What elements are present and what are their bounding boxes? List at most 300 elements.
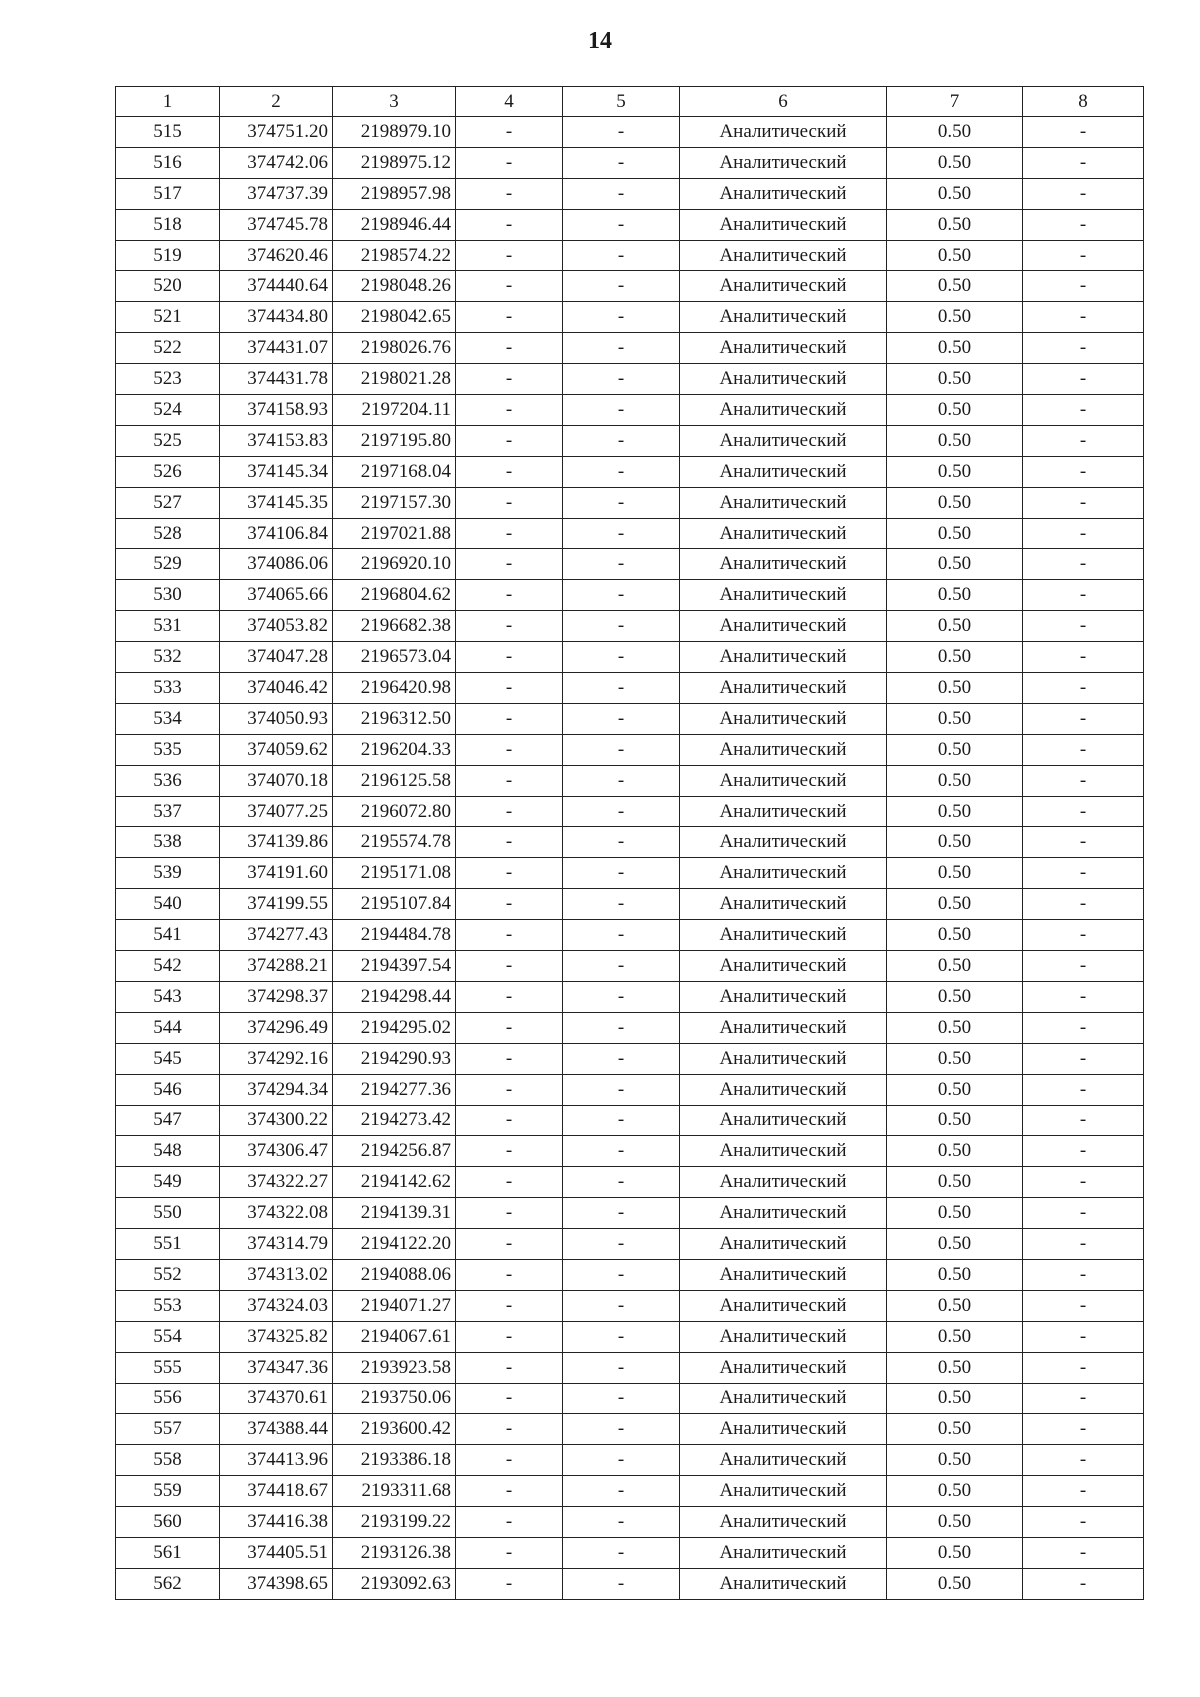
table-row: [116, 1321, 1144, 1352]
accuracy-cell: 0.50: [887, 1321, 1023, 1352]
column-8-value-cell: -: [1023, 487, 1144, 518]
x-coordinate-cell: 374296.49: [220, 1012, 333, 1043]
table-row: [116, 1167, 1144, 1198]
table-row: [116, 271, 1144, 302]
y-coordinate-cell: 2193923.58: [333, 1352, 456, 1383]
x-coordinate-cell: 374106.84: [220, 518, 333, 549]
accuracy-cell: 0.50: [887, 1383, 1023, 1414]
column-header: 7: [887, 87, 1023, 117]
column-5-value-cell: -: [563, 1290, 680, 1321]
column-4-value-cell: -: [456, 951, 563, 982]
y-coordinate-cell: 2196682.38: [333, 611, 456, 642]
x-coordinate-cell: 374294.34: [220, 1074, 333, 1105]
column-8-value-cell: -: [1023, 302, 1144, 333]
column-5-value-cell: -: [563, 580, 680, 611]
column-5-value-cell: -: [563, 1043, 680, 1074]
accuracy-cell: 0.50: [887, 1507, 1023, 1538]
accuracy-cell: 0.50: [887, 1568, 1023, 1599]
method-cell: Аналитический: [680, 1445, 887, 1476]
method-cell: Аналитический: [680, 981, 887, 1012]
point-number-cell: 533: [116, 673, 220, 704]
table-row: [116, 920, 1144, 951]
table-row: [116, 425, 1144, 456]
y-coordinate-cell: 2198946.44: [333, 209, 456, 240]
column-8-value-cell: -: [1023, 1321, 1144, 1352]
point-number-cell: 525: [116, 425, 220, 456]
column-4-value-cell: -: [456, 117, 563, 148]
column-header: 6: [680, 87, 887, 117]
point-number-cell: 536: [116, 765, 220, 796]
column-5-value-cell: -: [563, 1321, 680, 1352]
y-coordinate-cell: 2198957.98: [333, 178, 456, 209]
column-8-value-cell: -: [1023, 1290, 1144, 1321]
y-coordinate-cell: 2198048.26: [333, 271, 456, 302]
column-5-value-cell: -: [563, 951, 680, 982]
y-coordinate-cell: 2193092.63: [333, 1568, 456, 1599]
column-4-value-cell: -: [456, 611, 563, 642]
column-5-value-cell: -: [563, 178, 680, 209]
x-coordinate-cell: 374298.37: [220, 981, 333, 1012]
table-row: [116, 333, 1144, 364]
x-coordinate-cell: 374065.66: [220, 580, 333, 611]
column-4-value-cell: -: [456, 1414, 563, 1445]
column-4-value-cell: -: [456, 889, 563, 920]
column-8-value-cell: -: [1023, 395, 1144, 426]
column-4-value-cell: -: [456, 178, 563, 209]
y-coordinate-cell: 2194273.42: [333, 1105, 456, 1136]
column-5-value-cell: -: [563, 1352, 680, 1383]
column-5-value-cell: -: [563, 920, 680, 951]
y-coordinate-cell: 2193386.18: [333, 1445, 456, 1476]
y-coordinate-cell: 2197157.30: [333, 487, 456, 518]
x-coordinate-cell: 374431.78: [220, 364, 333, 395]
column-8-value-cell: -: [1023, 549, 1144, 580]
method-cell: Аналитический: [680, 302, 887, 333]
x-coordinate-cell: 374047.28: [220, 642, 333, 673]
point-number-cell: 523: [116, 364, 220, 395]
column-4-value-cell: -: [456, 920, 563, 951]
column-4-value-cell: -: [456, 1445, 563, 1476]
column-8-value-cell: -: [1023, 765, 1144, 796]
method-cell: Аналитический: [680, 611, 887, 642]
point-number-cell: 552: [116, 1259, 220, 1290]
column-5-value-cell: -: [563, 1229, 680, 1260]
point-number-cell: 543: [116, 981, 220, 1012]
method-cell: Аналитический: [680, 1136, 887, 1167]
x-coordinate-cell: 374059.62: [220, 734, 333, 765]
column-8-value-cell: -: [1023, 1259, 1144, 1290]
accuracy-cell: 0.50: [887, 1229, 1023, 1260]
accuracy-cell: 0.50: [887, 518, 1023, 549]
accuracy-cell: 0.50: [887, 425, 1023, 456]
table-row: [116, 1198, 1144, 1229]
accuracy-cell: 0.50: [887, 734, 1023, 765]
point-number-cell: 553: [116, 1290, 220, 1321]
column-4-value-cell: -: [456, 827, 563, 858]
x-coordinate-cell: 374086.06: [220, 549, 333, 580]
column-4-value-cell: -: [456, 765, 563, 796]
accuracy-cell: 0.50: [887, 858, 1023, 889]
column-5-value-cell: -: [563, 425, 680, 456]
point-number-cell: 557: [116, 1414, 220, 1445]
accuracy-cell: 0.50: [887, 1012, 1023, 1043]
x-coordinate-cell: 374398.65: [220, 1568, 333, 1599]
y-coordinate-cell: 2194484.78: [333, 920, 456, 951]
column-8-value-cell: -: [1023, 673, 1144, 704]
x-coordinate-cell: 374418.67: [220, 1476, 333, 1507]
column-8-value-cell: -: [1023, 1043, 1144, 1074]
method-cell: Аналитический: [680, 549, 887, 580]
accuracy-cell: 0.50: [887, 796, 1023, 827]
column-5-value-cell: -: [563, 271, 680, 302]
column-8-value-cell: -: [1023, 178, 1144, 209]
x-coordinate-cell: 374388.44: [220, 1414, 333, 1445]
method-cell: Аналитический: [680, 703, 887, 734]
method-cell: Аналитический: [680, 456, 887, 487]
accuracy-cell: 0.50: [887, 364, 1023, 395]
table-row: [116, 796, 1144, 827]
method-cell: Аналитический: [680, 240, 887, 271]
method-cell: Аналитический: [680, 1074, 887, 1105]
y-coordinate-cell: 2194071.27: [333, 1290, 456, 1321]
accuracy-cell: 0.50: [887, 487, 1023, 518]
column-5-value-cell: -: [563, 147, 680, 178]
table-row: [116, 951, 1144, 982]
column-5-value-cell: -: [563, 734, 680, 765]
page-number: 14: [588, 28, 612, 54]
y-coordinate-cell: 2195107.84: [333, 889, 456, 920]
x-coordinate-cell: 374431.07: [220, 333, 333, 364]
y-coordinate-cell: 2197021.88: [333, 518, 456, 549]
column-header: 8: [1023, 87, 1144, 117]
point-number-cell: 528: [116, 518, 220, 549]
column-4-value-cell: -: [456, 518, 563, 549]
column-4-value-cell: -: [456, 734, 563, 765]
header-row: [116, 87, 1144, 117]
point-number-cell: 555: [116, 1352, 220, 1383]
y-coordinate-cell: 2194298.44: [333, 981, 456, 1012]
column-4-value-cell: -: [456, 549, 563, 580]
method-cell: Аналитический: [680, 1414, 887, 1445]
column-8-value-cell: -: [1023, 1105, 1144, 1136]
accuracy-cell: 0.50: [887, 1105, 1023, 1136]
table-row: [116, 981, 1144, 1012]
column-5-value-cell: -: [563, 1568, 680, 1599]
accuracy-cell: 0.50: [887, 951, 1023, 982]
column-8-value-cell: -: [1023, 1476, 1144, 1507]
column-4-value-cell: -: [456, 1568, 563, 1599]
x-coordinate-cell: 374313.02: [220, 1259, 333, 1290]
accuracy-cell: 0.50: [887, 673, 1023, 704]
accuracy-cell: 0.50: [887, 1043, 1023, 1074]
accuracy-cell: 0.50: [887, 1352, 1023, 1383]
method-cell: Аналитический: [680, 642, 887, 673]
method-cell: Аналитический: [680, 796, 887, 827]
table-row: [116, 1012, 1144, 1043]
column-8-value-cell: -: [1023, 703, 1144, 734]
column-5-value-cell: -: [563, 827, 680, 858]
point-number-cell: 515: [116, 117, 220, 148]
table-row: [116, 1043, 1144, 1074]
column-4-value-cell: -: [456, 1321, 563, 1352]
column-4-value-cell: -: [456, 642, 563, 673]
table-row: [116, 765, 1144, 796]
column-header: 3: [333, 87, 456, 117]
column-8-value-cell: -: [1023, 1352, 1144, 1383]
column-4-value-cell: -: [456, 395, 563, 426]
table-row: [116, 302, 1144, 333]
method-cell: Аналитический: [680, 518, 887, 549]
y-coordinate-cell: 2194067.61: [333, 1321, 456, 1352]
method-cell: Аналитический: [680, 1321, 887, 1352]
method-cell: Аналитический: [680, 1476, 887, 1507]
column-4-value-cell: -: [456, 456, 563, 487]
column-8-value-cell: -: [1023, 1074, 1144, 1105]
column-5-value-cell: -: [563, 1537, 680, 1568]
y-coordinate-cell: 2198574.22: [333, 240, 456, 271]
table-row: [116, 703, 1144, 734]
table-row: [116, 117, 1144, 148]
column-4-value-cell: -: [456, 858, 563, 889]
column-8-value-cell: -: [1023, 611, 1144, 642]
point-number-cell: 517: [116, 178, 220, 209]
table-row: [116, 364, 1144, 395]
column-4-value-cell: -: [456, 1012, 563, 1043]
method-cell: Аналитический: [680, 487, 887, 518]
coordinates-table: [115, 86, 1144, 1600]
point-number-cell: 549: [116, 1167, 220, 1198]
x-coordinate-cell: 374070.18: [220, 765, 333, 796]
y-coordinate-cell: 2195574.78: [333, 827, 456, 858]
y-coordinate-cell: 2196125.58: [333, 765, 456, 796]
x-coordinate-cell: 374434.80: [220, 302, 333, 333]
column-5-value-cell: -: [563, 981, 680, 1012]
column-8-value-cell: -: [1023, 1229, 1144, 1260]
y-coordinate-cell: 2198042.65: [333, 302, 456, 333]
column-5-value-cell: -: [563, 1383, 680, 1414]
column-8-value-cell: -: [1023, 642, 1144, 673]
column-5-value-cell: -: [563, 518, 680, 549]
column-5-value-cell: -: [563, 364, 680, 395]
point-number-cell: 540: [116, 889, 220, 920]
x-coordinate-cell: 374324.03: [220, 1290, 333, 1321]
column-4-value-cell: -: [456, 425, 563, 456]
column-8-value-cell: -: [1023, 796, 1144, 827]
table-row: [116, 734, 1144, 765]
table-row: [116, 549, 1144, 580]
accuracy-cell: 0.50: [887, 1198, 1023, 1229]
column-5-value-cell: -: [563, 487, 680, 518]
column-4-value-cell: -: [456, 333, 563, 364]
column-5-value-cell: -: [563, 796, 680, 827]
column-4-value-cell: -: [456, 364, 563, 395]
method-cell: Аналитический: [680, 858, 887, 889]
x-coordinate-cell: 374288.21: [220, 951, 333, 982]
y-coordinate-cell: 2197204.11: [333, 395, 456, 426]
column-8-value-cell: -: [1023, 920, 1144, 951]
table-row: [116, 487, 1144, 518]
column-8-value-cell: -: [1023, 1167, 1144, 1198]
y-coordinate-cell: 2194295.02: [333, 1012, 456, 1043]
method-cell: Аналитический: [680, 1568, 887, 1599]
y-coordinate-cell: 2193750.06: [333, 1383, 456, 1414]
column-8-value-cell: -: [1023, 734, 1144, 765]
column-8-value-cell: -: [1023, 1507, 1144, 1538]
column-4-value-cell: -: [456, 1259, 563, 1290]
y-coordinate-cell: 2194290.93: [333, 1043, 456, 1074]
column-8-value-cell: -: [1023, 858, 1144, 889]
accuracy-cell: 0.50: [887, 1476, 1023, 1507]
method-cell: Аналитический: [680, 580, 887, 611]
column-8-value-cell: -: [1023, 1383, 1144, 1414]
column-4-value-cell: -: [456, 1352, 563, 1383]
y-coordinate-cell: 2193311.68: [333, 1476, 456, 1507]
table-row: [116, 395, 1144, 426]
y-coordinate-cell: 2195171.08: [333, 858, 456, 889]
column-4-value-cell: -: [456, 1136, 563, 1167]
column-5-value-cell: -: [563, 1507, 680, 1538]
accuracy-cell: 0.50: [887, 178, 1023, 209]
column-5-value-cell: -: [563, 240, 680, 271]
x-coordinate-cell: 374191.60: [220, 858, 333, 889]
point-number-cell: 538: [116, 827, 220, 858]
accuracy-cell: 0.50: [887, 642, 1023, 673]
column-8-value-cell: -: [1023, 1445, 1144, 1476]
column-5-value-cell: -: [563, 302, 680, 333]
accuracy-cell: 0.50: [887, 209, 1023, 240]
accuracy-cell: 0.50: [887, 395, 1023, 426]
column-4-value-cell: -: [456, 1507, 563, 1538]
column-8-value-cell: -: [1023, 580, 1144, 611]
x-coordinate-cell: 374277.43: [220, 920, 333, 951]
column-5-value-cell: -: [563, 395, 680, 426]
accuracy-cell: 0.50: [887, 147, 1023, 178]
column-8-value-cell: -: [1023, 147, 1144, 178]
column-4-value-cell: -: [456, 1074, 563, 1105]
method-cell: Аналитический: [680, 1198, 887, 1229]
accuracy-cell: 0.50: [887, 889, 1023, 920]
point-number-cell: 526: [116, 456, 220, 487]
table-row: [116, 240, 1144, 271]
accuracy-cell: 0.50: [887, 611, 1023, 642]
accuracy-cell: 0.50: [887, 580, 1023, 611]
point-number-cell: 556: [116, 1383, 220, 1414]
y-coordinate-cell: 2196204.33: [333, 734, 456, 765]
column-5-value-cell: -: [563, 642, 680, 673]
table-row: [116, 1476, 1144, 1507]
accuracy-cell: 0.50: [887, 1537, 1023, 1568]
point-number-cell: 537: [116, 796, 220, 827]
method-cell: Аналитический: [680, 1229, 887, 1260]
column-4-value-cell: -: [456, 796, 563, 827]
x-coordinate-cell: 374046.42: [220, 673, 333, 704]
y-coordinate-cell: 2196573.04: [333, 642, 456, 673]
method-cell: Аналитический: [680, 1537, 887, 1568]
point-number-cell: 560: [116, 1507, 220, 1538]
y-coordinate-cell: 2194277.36: [333, 1074, 456, 1105]
method-cell: Аналитический: [680, 765, 887, 796]
table-row: [116, 858, 1144, 889]
column-4-value-cell: -: [456, 147, 563, 178]
point-number-cell: 529: [116, 549, 220, 580]
accuracy-cell: 0.50: [887, 920, 1023, 951]
y-coordinate-cell: 2197168.04: [333, 456, 456, 487]
point-number-cell: 559: [116, 1476, 220, 1507]
method-cell: Аналитический: [680, 117, 887, 148]
table-row: [116, 1136, 1144, 1167]
table-body: [116, 117, 1144, 1600]
table-row: [116, 1074, 1144, 1105]
method-cell: Аналитический: [680, 425, 887, 456]
point-number-cell: 542: [116, 951, 220, 982]
x-coordinate-cell: 374325.82: [220, 1321, 333, 1352]
table-row: [116, 1568, 1144, 1599]
column-8-value-cell: -: [1023, 333, 1144, 364]
column-8-value-cell: -: [1023, 827, 1144, 858]
x-coordinate-cell: 374306.47: [220, 1136, 333, 1167]
column-8-value-cell: -: [1023, 271, 1144, 302]
x-coordinate-cell: 374322.08: [220, 1198, 333, 1229]
point-number-cell: 532: [116, 642, 220, 673]
point-number-cell: 516: [116, 147, 220, 178]
column-5-value-cell: -: [563, 117, 680, 148]
method-cell: Аналитический: [680, 209, 887, 240]
column-5-value-cell: -: [563, 1074, 680, 1105]
column-8-value-cell: -: [1023, 518, 1144, 549]
point-number-cell: 539: [116, 858, 220, 889]
column-5-value-cell: -: [563, 209, 680, 240]
column-4-value-cell: -: [456, 240, 563, 271]
column-header: 5: [563, 87, 680, 117]
method-cell: Аналитический: [680, 1507, 887, 1538]
table-row: [116, 209, 1144, 240]
x-coordinate-cell: 374153.83: [220, 425, 333, 456]
column-header: 2: [220, 87, 333, 117]
column-8-value-cell: -: [1023, 951, 1144, 982]
point-number-cell: 551: [116, 1229, 220, 1260]
table-row: [116, 1290, 1144, 1321]
column-4-value-cell: -: [456, 271, 563, 302]
point-number-cell: 562: [116, 1568, 220, 1599]
accuracy-cell: 0.50: [887, 271, 1023, 302]
x-coordinate-cell: 374737.39: [220, 178, 333, 209]
column-5-value-cell: -: [563, 456, 680, 487]
table-row: [116, 1105, 1144, 1136]
y-coordinate-cell: 2193199.22: [333, 1507, 456, 1538]
column-4-value-cell: -: [456, 1229, 563, 1260]
column-8-value-cell: -: [1023, 1568, 1144, 1599]
accuracy-cell: 0.50: [887, 240, 1023, 271]
method-cell: Аналитический: [680, 1259, 887, 1290]
point-number-cell: 545: [116, 1043, 220, 1074]
x-coordinate-cell: 374440.64: [220, 271, 333, 302]
column-5-value-cell: -: [563, 1167, 680, 1198]
column-4-value-cell: -: [456, 981, 563, 1012]
column-5-value-cell: -: [563, 1012, 680, 1043]
y-coordinate-cell: 2194139.31: [333, 1198, 456, 1229]
column-5-value-cell: -: [563, 333, 680, 364]
table-row: [116, 673, 1144, 704]
x-coordinate-cell: 374199.55: [220, 889, 333, 920]
column-4-value-cell: -: [456, 580, 563, 611]
method-cell: Аналитический: [680, 395, 887, 426]
column-8-value-cell: -: [1023, 981, 1144, 1012]
method-cell: Аналитический: [680, 364, 887, 395]
x-coordinate-cell: 374745.78: [220, 209, 333, 240]
column-5-value-cell: -: [563, 1445, 680, 1476]
method-cell: Аналитический: [680, 920, 887, 951]
method-cell: Аналитический: [680, 673, 887, 704]
